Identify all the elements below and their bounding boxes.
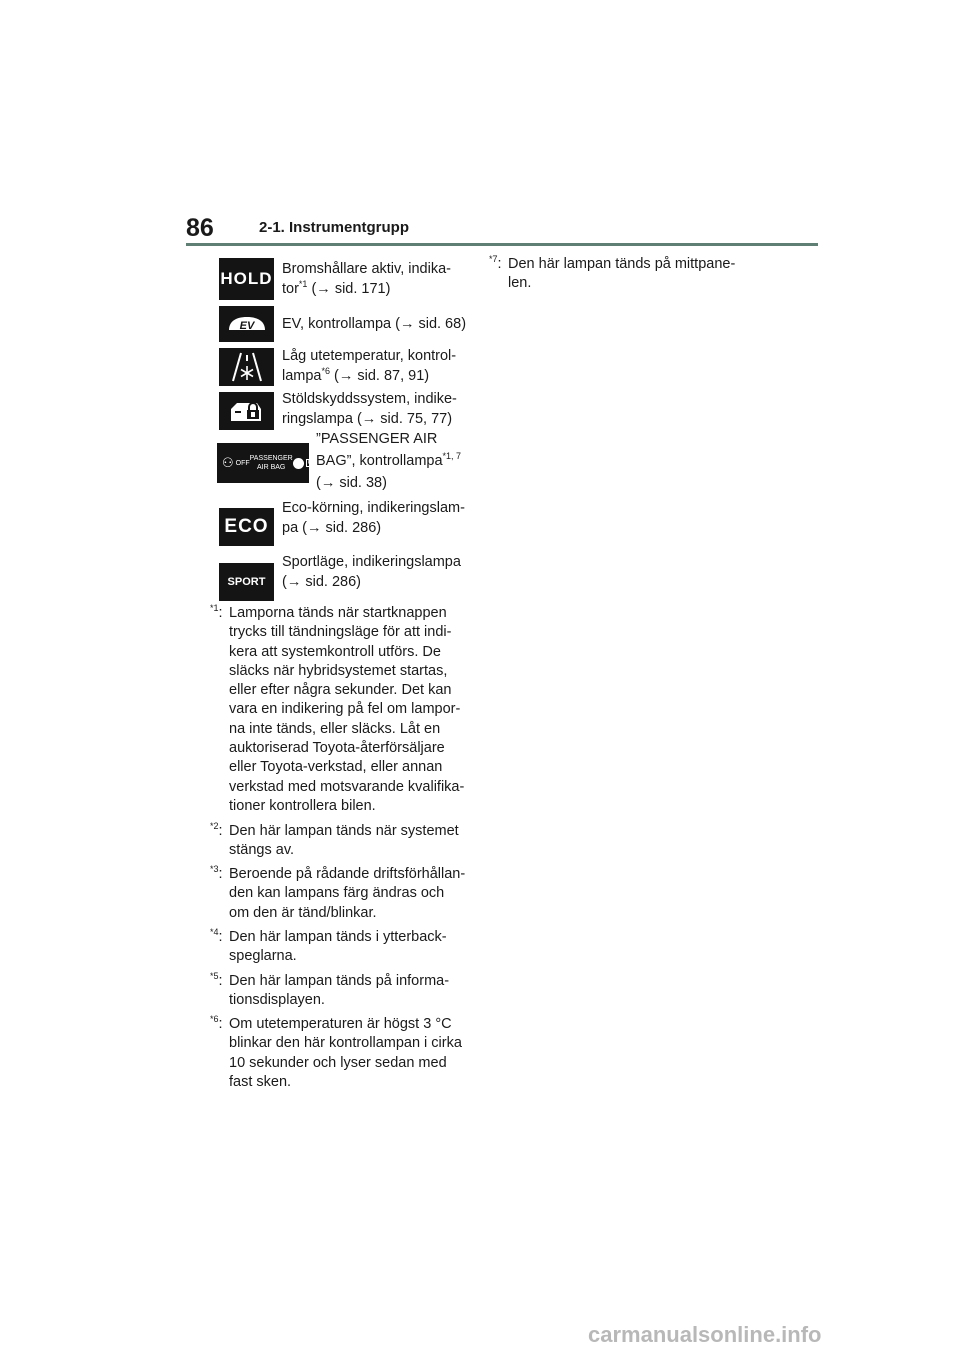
page-number: 86 xyxy=(186,214,214,242)
sport-indicator-icon: SPORT xyxy=(219,563,274,601)
passenger-airbag-icon xyxy=(217,443,317,483)
airbag-person-icon: ⚇ OFF xyxy=(222,455,250,470)
hold-icon-label: HOLD xyxy=(220,269,273,288)
ev-description: EV, kontrollampa (→ sid. 68) xyxy=(282,316,467,332)
eco-indicator-icon: ECO xyxy=(219,508,274,546)
eco-description: Eco-körning, indikeringslam- pa (→ sid. 286) xyxy=(282,500,465,536)
low-temperature-icon xyxy=(219,348,274,386)
ev-indicator-icon xyxy=(219,306,274,342)
airbag-label: PASSENGER AIR BAG xyxy=(249,455,293,471)
sport-description: Sportläge, indikeringslampa (→ sid. 286) xyxy=(282,554,461,590)
watermark: carmanualsonline.info xyxy=(588,1322,822,1347)
hold-description: Bromshållare aktiv, indika- tor$^{*1}$ (→ sid. 171) xyxy=(282,261,451,297)
passenger-airbag-description: ”PASSENGER AIR BAG”, kontrollampa$^{*1, 7}$ (→ sid. 38) xyxy=(316,431,462,491)
low-temperature-description: Låg utetemperatur, kontrol- lampa$^{*6}$ (→ sid. 87, 91) xyxy=(282,348,457,384)
airbag-on-icon: ON xyxy=(293,458,319,469)
section-title: 2-1. Instrumentgrupp xyxy=(259,219,410,236)
hold-indicator-icon xyxy=(219,258,274,300)
header-rule xyxy=(186,243,818,246)
theft-deterrent-icon xyxy=(219,392,274,430)
svg-text:EV: EV xyxy=(239,320,254,332)
theft-deterrent-description: Stöldskyddssystem, indike- ringslampa (→ sid. 75, 77) xyxy=(282,391,457,427)
ev-car-icon xyxy=(225,312,269,336)
